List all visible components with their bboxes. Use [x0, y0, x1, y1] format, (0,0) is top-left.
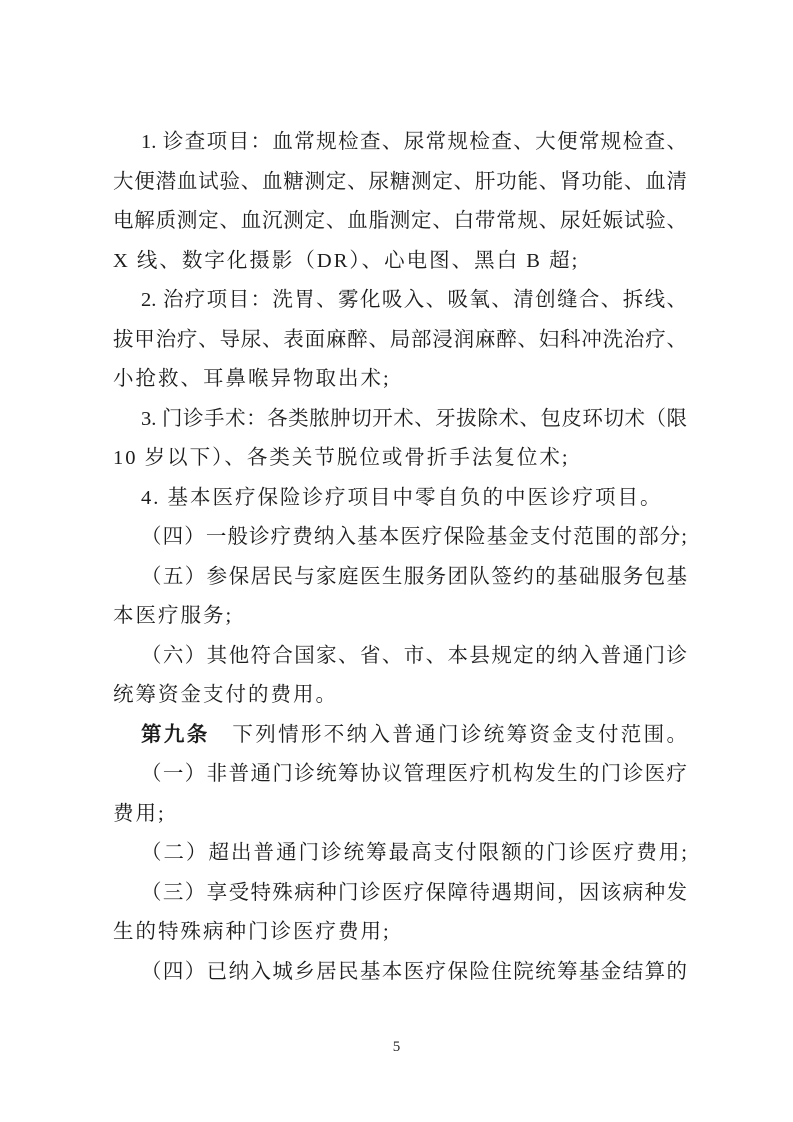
- document-body: [113, 123, 687, 992]
- text-line: [113, 439, 687, 479]
- text-segment: （一）非普通门诊统筹协议管理医疗机构发生的门诊医疗: [141, 763, 687, 785]
- text-segment: （五）参保居民与家庭医生服务团队签约的基础服务包基: [141, 565, 687, 588]
- text-line: [113, 953, 687, 993]
- text-segment: 4. 基本医疗保险诊疗项目中零自负的中医诊疗项目。: [141, 486, 663, 509]
- text-segment: （三）享受特殊病种门诊医疗保障待遇期间，因该病种发: [141, 881, 687, 904]
- text-line: [113, 913, 687, 953]
- text-segment: 小抢救、耳鼻喉异物取出术;: [113, 368, 391, 390]
- text-segment: X 线、数字化摄影（DR）、心电图、黑白 B 超;: [113, 249, 580, 272]
- text-segment: 下列情形不纳入普通门诊统筹资金支付范围。: [209, 723, 687, 746]
- text-segment: （四）一般诊疗费纳入基本医疗保险基金支付范围的部分;: [141, 526, 687, 548]
- text-segment: 大便潜血试验、血糖测定、尿糖测定、肝功能、肾功能、血清: [113, 170, 687, 193]
- text-line: [113, 834, 687, 874]
- text-line: [113, 874, 687, 914]
- text-segment: 电解质测定、血沉测定、血脂测定、白带常规、尿妊娠试验、: [113, 210, 687, 232]
- text-segment: 3. 门诊手术：各类脓肿切开术、牙拔除术、包皮环切术（限: [141, 407, 687, 430]
- article-number-bold: 第九条: [141, 723, 210, 746]
- text-line: [113, 242, 687, 282]
- text-segment: （二）超出普通门诊统筹最高支付限额的门诊医疗费用;: [141, 842, 687, 864]
- text-line: [113, 597, 687, 637]
- page-number: 5: [392, 1039, 401, 1055]
- text-line: [113, 123, 687, 163]
- text-segment: 本医疗服务;: [113, 605, 234, 627]
- text-segment: （四）已纳入城乡居民基本医疗保险住院统筹基金结算的: [141, 960, 687, 983]
- text-segment: 生的特殊病种门诊医疗费用;: [113, 921, 391, 943]
- text-line: [113, 558, 687, 598]
- text-line: [113, 400, 687, 440]
- text-line: [113, 795, 687, 835]
- text-line: [113, 281, 687, 321]
- text-line: [113, 479, 687, 519]
- text-line: [113, 716, 687, 756]
- text-segment: 10 岁以下）、各类关节脱位或骨折手法复位术;: [113, 447, 570, 469]
- text-segment: 1. 诊查项目：血常规检查、尿常规检查、大便常规检查、: [141, 131, 687, 153]
- text-line: [113, 637, 687, 677]
- text-segment: 费用;: [113, 802, 166, 825]
- text-line: [113, 360, 687, 400]
- text-line: [113, 518, 687, 558]
- text-line: [113, 676, 687, 716]
- text-line: [113, 163, 687, 203]
- text-segment: 统筹资金支付的费用。: [113, 684, 338, 706]
- text-line: [113, 202, 687, 242]
- text-segment: （六）其他符合国家、省、市、本县规定的纳入普通门诊: [141, 644, 687, 667]
- text-segment: 2. 治疗项目：洗胃、雾化吸入、吸氧、清创缝合、拆线、: [141, 289, 687, 311]
- text-segment: 拔甲治疗、导尿、表面麻醉、局部浸润麻醉、妇科冲洗治疗、: [113, 328, 687, 351]
- text-line: [113, 755, 687, 795]
- text-line: [113, 321, 687, 361]
